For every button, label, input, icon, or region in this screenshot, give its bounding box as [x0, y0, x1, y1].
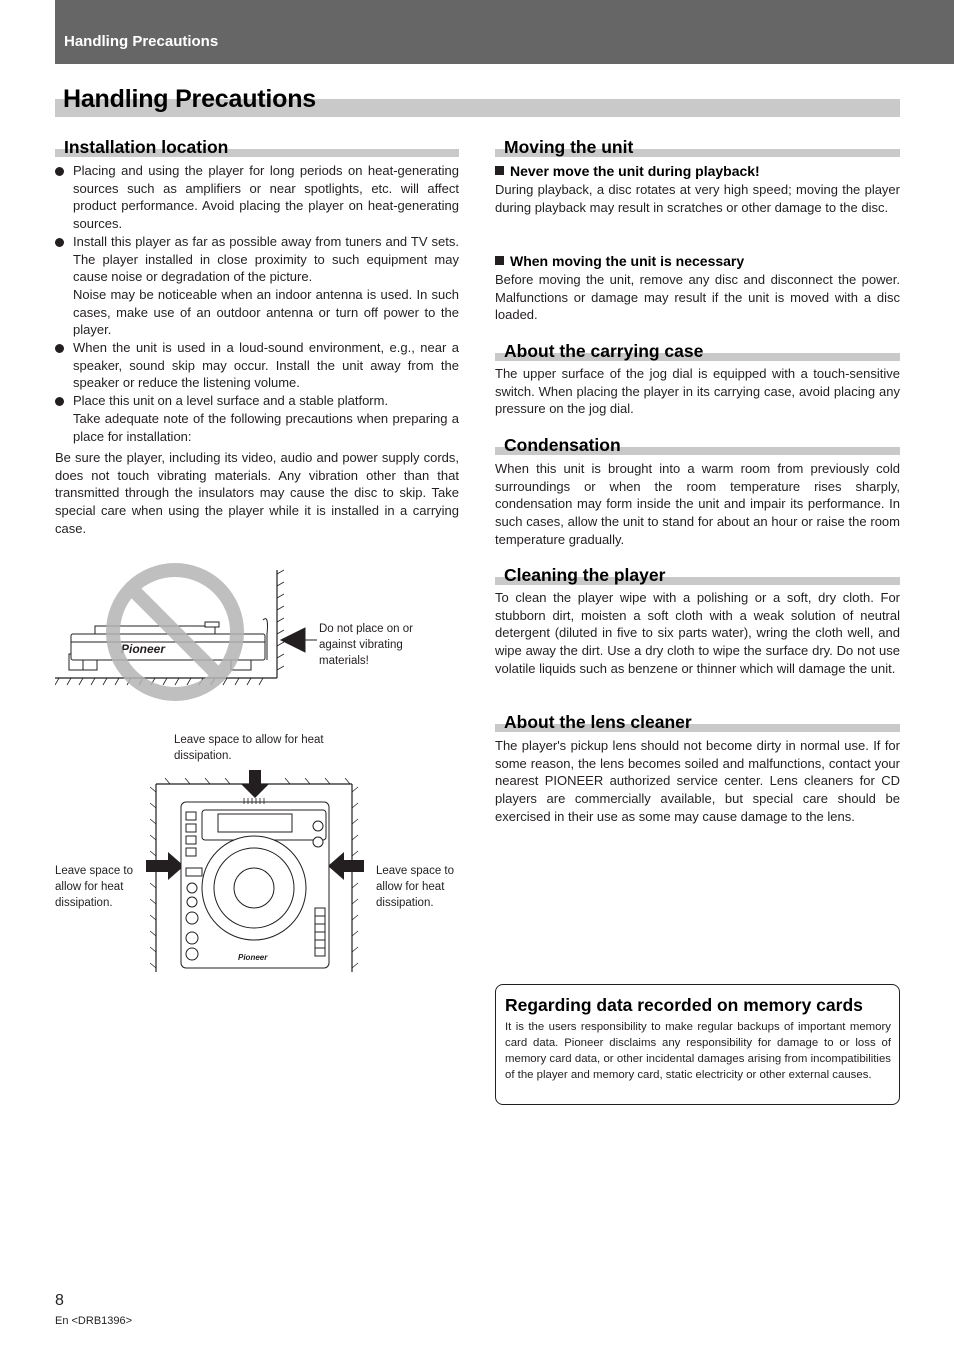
- square-bullet-icon: [495, 256, 504, 265]
- vibration-warning-caption: Do not place on or against vibrating materials!: [319, 623, 413, 667]
- heat-caption-top: Leave space to allow for heat dissipation.: [174, 734, 324, 762]
- arrow-down-icon: [241, 770, 269, 798]
- moving-text-1: During playback, a disc rotates at very high speed; moving the player during playback may result in scratches or other damage to the disc.: [495, 182, 900, 215]
- document-code: En <DRB1396>: [55, 1315, 133, 1327]
- vibration-warning-figure: [55, 560, 325, 710]
- cleaning-text: To clean the player wipe with a polishing or a soft, dry cloth. For stubborn dirt, moisten a soft cloth with a weak solution of neutral detergent (diluted in five to six parts water), wring the cloth well, and wipe away the dirt. Use a dry cloth to wipe the surface dry. Do not use volatile liquids such as benzene or thinner which will damage the unit.: [495, 590, 900, 676]
- memory-card-heading: Regarding data recorded on memory cards: [505, 995, 863, 1015]
- installation-paragraph: Be sure the player, including its video, audio and power supply cords, does not touch vibrating materials. Any vibration other than that transmitted through the insulators may cause the disc to skip. Take special care when using the player while it is installed in a carrying case.: [55, 450, 459, 536]
- installation-heading-label: Installation location: [64, 137, 229, 157]
- bullet-text: When the unit is used in a loud-sound environment, e.g., near a speaker, sound skip may occur. Install the unit away from the speaker or reduce the listening volume.: [73, 340, 459, 391]
- arrow-left-icon: [281, 628, 317, 652]
- cleaning-heading-label: Cleaning the player: [504, 565, 666, 585]
- cleaning-heading: [495, 565, 900, 587]
- lens-heading: [495, 712, 900, 734]
- bullet-item: [55, 162, 459, 233]
- page-title: Handling Precautions: [63, 85, 316, 113]
- header-bar: [55, 0, 954, 64]
- bullet-dot-icon: [55, 238, 64, 247]
- moving-heading: [495, 137, 900, 159]
- bullet-dot-icon: [55, 397, 64, 406]
- page-number: 8: [55, 1292, 64, 1309]
- header-section-label: Handling Precautions: [64, 33, 219, 50]
- arrow-left-icon: [328, 852, 364, 880]
- bullet-text: Placing and using the player for long periods on heat-generating sources such as amplifiers or near spotlights, etc. will affect product performance. Avoid placing the player on heat-generating sources.: [73, 163, 459, 232]
- lens-text: The player's pickup lens should not become dirty in normal use. If for some reason, the lens becomes soiled and malfunctions, contact your nearest PIONEER authorized service center. Lens cleaners for CD players are commercially available, but special care should be exercised in their use as some may cause damage to the lens.: [495, 738, 900, 824]
- condensation-text: When this unit is brought into a warm room from previously cold surroundings or when the room temperature rises sharply, condensation may form inside the unit and impair its performance. In such cases, allow the unit to stand for about an hour or raise the room temperature gradually.: [495, 461, 900, 547]
- bullet-subtext: Noise may be noticeable when an indoor antenna is used. In such cases, make use of an outdoor antenna or turn off power to the player.: [73, 286, 459, 338]
- carrying-heading-label: About the carrying case: [504, 341, 704, 361]
- player-logo: Pioneer: [121, 642, 166, 656]
- moving-subhead-2: [495, 253, 744, 269]
- lens-heading-label: About the lens cleaner: [504, 712, 692, 732]
- heat-caption-left: Leave space to allow for heat dissipation.: [55, 865, 134, 909]
- bullet-subtext: Take adequate note of the following precautions when preparing a place for installation:: [73, 410, 459, 444]
- player-top-view: [181, 802, 329, 968]
- bullet-item: [55, 233, 459, 339]
- moving-subhead-2-text: When moving the unit is necessary: [510, 253, 745, 269]
- carrying-heading: [495, 341, 900, 363]
- bullet-text: Place this unit on a level surface and a stable platform.: [73, 393, 389, 409]
- memory-card-notice: [495, 984, 900, 1105]
- condensation-heading-label: Condensation: [504, 435, 621, 455]
- bullet-item: [55, 392, 459, 445]
- heat-dissipation-figure: [140, 768, 365, 974]
- heat-caption-right: Leave space to allow for heat dissipation.: [376, 865, 455, 909]
- installation-heading: [55, 137, 459, 159]
- square-bullet-icon: [495, 166, 504, 175]
- installation-bullet-list: [55, 162, 459, 445]
- moving-subhead-1: [495, 163, 760, 179]
- bullet-item: [55, 339, 459, 392]
- memory-card-text: It is the users responsibility to make regular backups of important memory card data. Pioneer disclaims any responsibility for damage to or loss of memory card data, or other incidental damages arising from incompatibilities of the player and memory card, static electricity or other external causes.: [505, 1021, 891, 1081]
- player-logo: Pioneer: [238, 953, 268, 962]
- arrow-right-icon: [146, 852, 184, 880]
- bullet-text: Install this player as far as possible away from tuners and TV sets. The player installed in close proximity to such equipment may cause noise or degradation of the picture.: [73, 233, 459, 285]
- moving-text-2: Before moving the unit, remove any disc and disconnect the power. Malfunctions or damage may result if the unit is moved with a disc loaded.: [495, 272, 900, 323]
- bullet-dot-icon: [55, 167, 64, 176]
- moving-heading-label: Moving the unit: [504, 137, 634, 157]
- carrying-text: The upper surface of the jog dial is equipped with a touch-sensitive switch. When placing the player in its carrying case, avoid placing any pressure on the jog dial.: [495, 366, 900, 417]
- moving-subhead-1-text: Never move the unit during playback!: [510, 163, 760, 179]
- condensation-heading: [495, 435, 900, 457]
- bullet-dot-icon: [55, 344, 64, 353]
